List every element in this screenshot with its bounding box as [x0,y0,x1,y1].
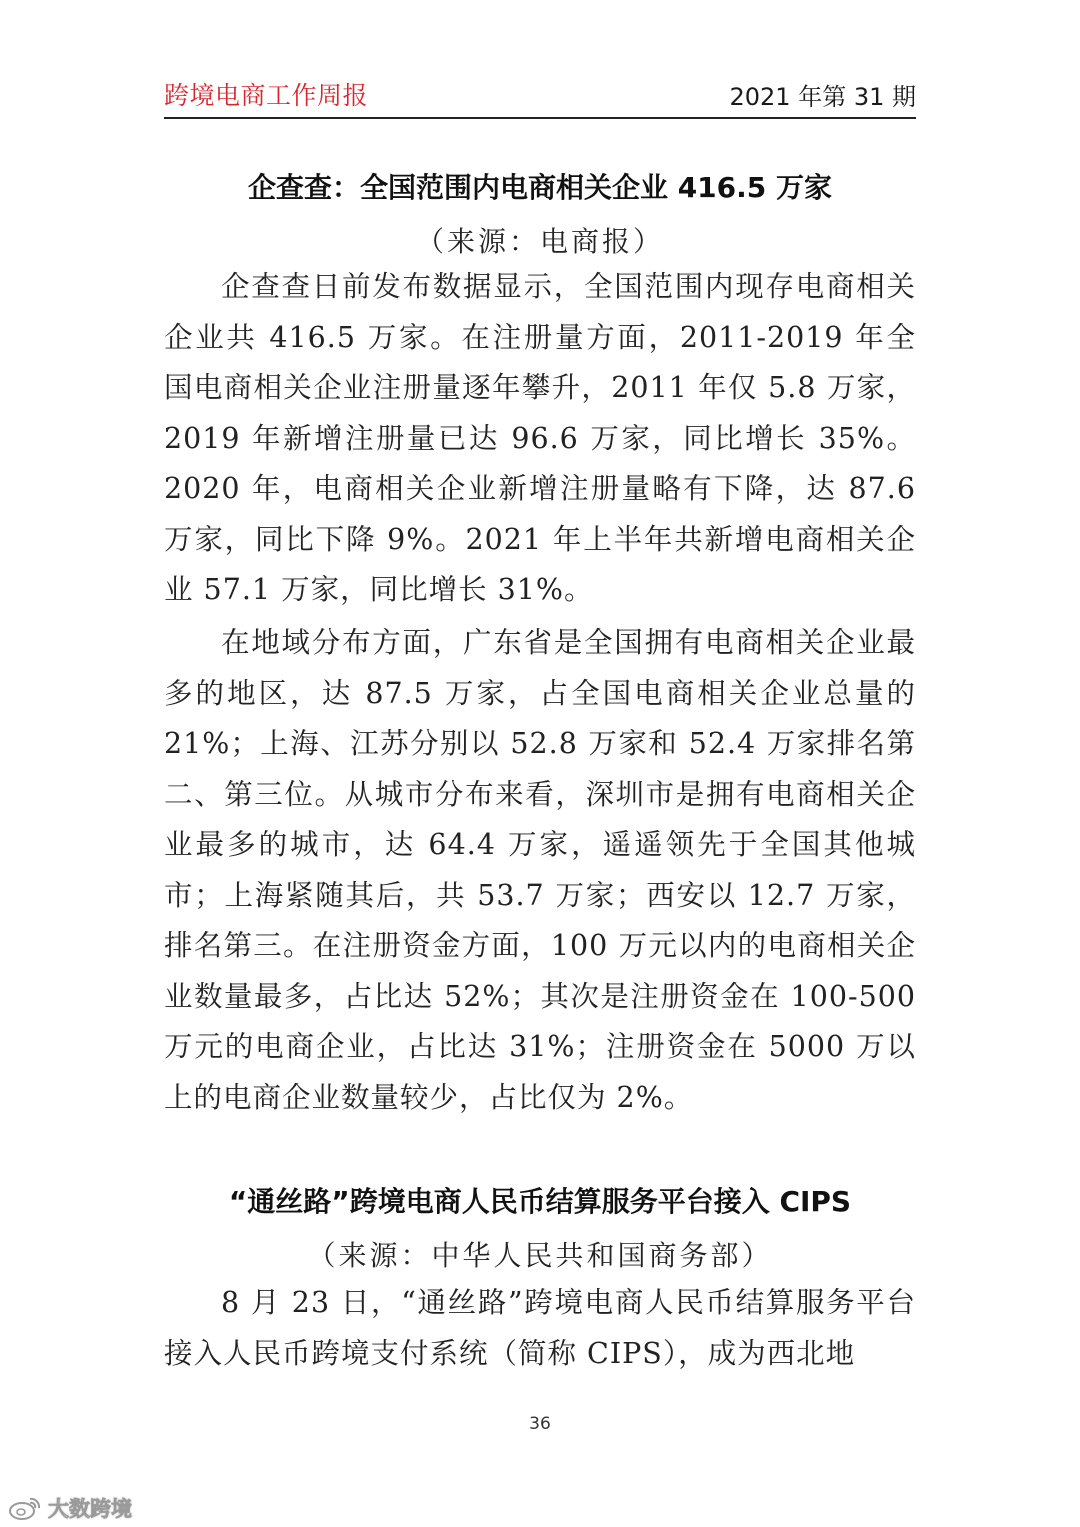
article-paragraph: 在地域分布方面，广东省是全国拥有电商相关企业最多的地区，达 87.5 万家，占全国电商相关企业总量的 21%；上海、江苏分别以 52.8 万家和 52.4 万家排名第二、第三位。从城市分布来看，深圳市是拥有电商相关企业最多的城市，达 64.4 万家，遥遥领先于全国其他城市；上海紧随其后，共 53.7 万家；西安以 12.7 万家，排名第三。在注册资金方面，100 万元以内的电商相关企业数量最多，占比达 52%；其次是注册资金在 100-500 万元的电商企业，占比达 31%；注册资金在 5000 万以上的电商企业数量较少，占比仅为 2%。 [164,626,916,1114]
article-paragraph: 8 月 23 日，“通丝路”跨境电商人民币结算服务平台接入人民币跨境支付系统（简称 CIPS），成为西北地 [164,1286,916,1370]
publication-title: 跨境电商工作周报 [164,81,369,110]
watermark-text: 大数跨境 [48,1497,132,1521]
page-number: 36 [529,1414,551,1434]
header-divider [164,117,916,119]
article-source: （来源：电商报） [415,225,664,258]
watermark [8,1493,132,1523]
article-paragraph: 企查查日前发布数据显示，全国范围内现存电商相关企业共 416.5 万家。在注册量方面，2011-2019 年全国电商相关企业注册量逐年攀升，2011 年仅 5.8 万家，2019 年新增注册量已达 96.6 万家，同比增长 35%。2020 年，电商相关企业新增注册量略有下降，达 87.6 万家，同比下降 9%。2021 年上半年共新增电商相关企业 57.1 万家，同比增长 31%。 [164,270,916,606]
page-header [164,76,916,112]
article-source: （来源：中华人民共和国商务部） [307,1239,773,1272]
article-title: “通丝路”跨境电商人民币结算服务平台接入 CIPS [228,1185,852,1218]
issue-number: 2021 年第 31 期 [729,83,916,111]
article-title: 企查查：全国范围内电商相关企业 416.5 万家 [247,171,833,204]
weibo-logo-icon [8,1496,42,1520]
